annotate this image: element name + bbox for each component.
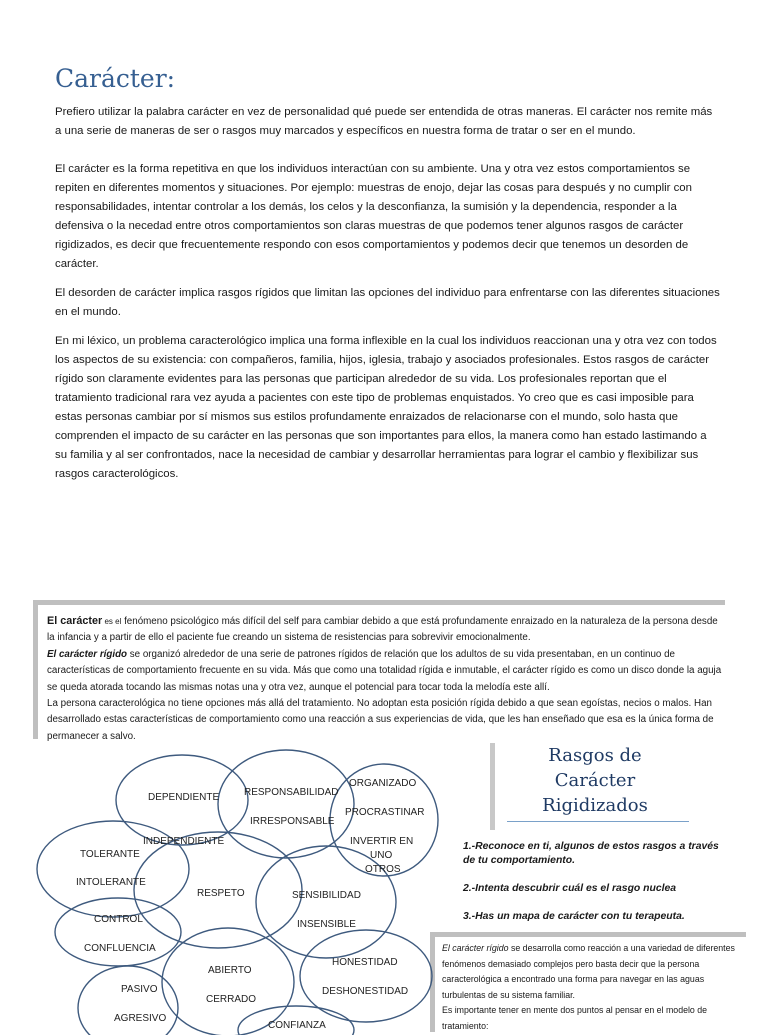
venn-label-responsabilidad: RESPONSABILIDAD bbox=[244, 787, 339, 798]
box1-italic-term: El carácter rígido bbox=[47, 648, 128, 660]
box1-paragraph-3: La persona caracterológica no tiene opciones más allá del tratamiento. No adoptan esta posición rígida debido a que sean egoístas, necios o malos. Han desarrollado estas características de comportamiento como una reacción a sus experiencias de vida, que les han enseñado que esa es la única forma de permanecer a salvo. bbox=[47, 698, 714, 742]
step-3: 3.-Has un mapa de carácter con tu terapeuta. bbox=[463, 911, 685, 922]
box1-lead-rest: fenómeno psicológico más difícil del self para cambiar debido a que está profundamente enraizado en la naturaleza de la persona desde la infancia y a partir de ello el paciente fue creando un sistema de resistencias para sobrevivir emocionalmente. bbox=[47, 616, 718, 644]
paragraph-3: El desorden de carácter implica rasgos rígidos que limitan las opciones del individuo para enfrentarse con las diferentes situaciones en el mundo. bbox=[55, 287, 720, 318]
venn-label-independiente: INDEPENDIENTE bbox=[143, 836, 225, 847]
venn-label-deshonestidad: DESHONESTIDAD bbox=[322, 986, 409, 997]
rigid-traits-title bbox=[490, 743, 695, 830]
venn-label-pasivo: PASIVO bbox=[121, 984, 158, 995]
box1-paragraph-1 bbox=[47, 613, 725, 647]
venn-label-irresponsable: IRRESPONSABLE bbox=[250, 816, 335, 827]
box2-paragraph-1 bbox=[442, 941, 746, 1003]
venn-label-insensible: INSENSIBLE bbox=[297, 919, 356, 930]
box1-p2-rest: se organizó alrededor de una serie de patrones rígidos de relación que los adultos de su vida presentaban, en un continuo de características de comportamiento frecuente en su vida. Más que como una totalidad rígida e inmutable, el carácter rígido es como un disco donde la aguja se queda atorada tocando las mismas notas una y otra vez, aunque el potencial para tocar toda la melodía este allí. bbox=[47, 648, 722, 693]
venn-label-control: CONTROL bbox=[94, 914, 143, 925]
rigid-character-box bbox=[430, 932, 746, 1032]
side-title-line-2: Carácter bbox=[554, 770, 636, 791]
character-definition-box bbox=[33, 600, 725, 742]
venn-label-agresivo: AGRESIVO bbox=[114, 1013, 167, 1024]
venn-label-procrastinar: PROCRASTINAR bbox=[345, 807, 425, 818]
paragraph-2: El carácter es la forma repetitiva en que los individuos interactúan con su ambiente. Una y otra vez estos comportamientos se repiten en diferentes momentos y situaciones. Por ejemplo: muestras de enojo, dejar las cosas para después y no cumplir con responsabilidades, intentar controlar a los demás, los celos y la desconfianza, la sumisión y la dependencia, responder a la defensiva o la necedad entre otros comportamientos son claras muestras de que podemos tener algunos rasgos de carácter rigidizados, es decir que frecuentemente respondo con esos comportamientos y podemos decir que tenemos un desorden de carácter. bbox=[55, 163, 692, 270]
venn-label-intolerante: INTOLERANTE bbox=[76, 877, 146, 888]
venn-label-respeto: RESPETO bbox=[197, 888, 245, 899]
venn-label-tolerante: TOLERANTE bbox=[80, 849, 140, 860]
box1-paragraph-2 bbox=[47, 647, 725, 696]
box2-paragraph-2: Es importante tener en mente dos puntos al pensar en el modelo de tratamiento: bbox=[442, 1005, 708, 1031]
venn-label-invertir-en: INVERTIR EN bbox=[350, 836, 414, 847]
title-underline bbox=[507, 821, 689, 822]
paragraph-4: En mi léxico, un problema caracterológico implica una forma inflexible en la cual los individuos reaccionan una y otra vez con todos los aspectos de su existencia: con compañeros, familia, hijos, iglesia, trabajo y asociados profesionales. Estos rasgos de carácter rígido son claramente evidentes para las personas que participan alrededor de su vida. Los profesionales reportan que el tratamiento tradicional rara vez ayuda a pacientes con este tipo de problemas enquistados. Yo creo que es casi imposible para estas personas cambiar por sí mismos sus estilos profundamente enraizados de relacionarse con el mundo, solo hasta que comprenden el impacto de su carácter en las personas que son importantes para ellos, la manera como han estado lastimando a su familia y al ser confrontados, nace la necesidad de cambiar y desarrollar herramientas para lograr el cambio y flexibilizar sus rasgos caracterológicos. bbox=[55, 335, 717, 480]
box1-lead-small: es el bbox=[102, 617, 122, 626]
step-2: 2.-Intenta descubrir cuál es el rasgo nuclea bbox=[463, 883, 677, 894]
venn-label-organizado: ORGANIZADO bbox=[349, 778, 417, 789]
page-title: Carácter: bbox=[55, 64, 176, 93]
steps-list bbox=[463, 840, 723, 938]
box2-italic-term: El carácter rígido bbox=[442, 943, 509, 953]
ellipse-control bbox=[55, 898, 181, 966]
venn-label-abierto: ABIERTO bbox=[208, 965, 252, 976]
venn-label-dependiente: DEPENDIENTE bbox=[148, 792, 220, 803]
venn-label-uno: UNO bbox=[370, 850, 393, 861]
paragraph-1: Prefiero utilizar la palabra carácter en vez de personalidad qué puede ser entendida de otras maneras. El carácter nos remite más a una serie de maneras de ser o rasgos muy marcados y específicos en nuestra forma de tratar o ser en el mundo. bbox=[55, 106, 713, 137]
box2-rest: se desarrolla como reacción a una variedad de diferentes fenómenos demasiado complejos pero basta decir que la persona caracterológica a encontrado una forma para navegar en las aguas turbulentas de su sistema familiar. bbox=[442, 943, 735, 1000]
side-title-line-1: Rasgos de bbox=[548, 745, 642, 766]
ellipse-abierto bbox=[162, 928, 294, 1035]
venn-label-honestidad: HONESTIDAD bbox=[332, 957, 398, 968]
venn-label-confianza: CONFIANZA bbox=[268, 1020, 326, 1031]
venn-label-otros: OTROS bbox=[365, 864, 401, 875]
side-title-line-3: Rigidizados bbox=[542, 795, 648, 816]
ellipse-sensibilidad bbox=[256, 846, 396, 958]
traits-venn-diagram bbox=[0, 740, 440, 1031]
box1-lead-bold: El carácter bbox=[47, 615, 103, 627]
venn-label-confluencia: CONFLUENCIA bbox=[84, 943, 156, 954]
venn-label-sensibilidad: SENSIBILIDAD bbox=[292, 890, 361, 901]
step-1: 1.-Reconoce en ti, algunos de estos rasgos a través de tu comportamiento. bbox=[463, 841, 719, 866]
venn-label-cerrado: CERRADO bbox=[206, 994, 257, 1005]
